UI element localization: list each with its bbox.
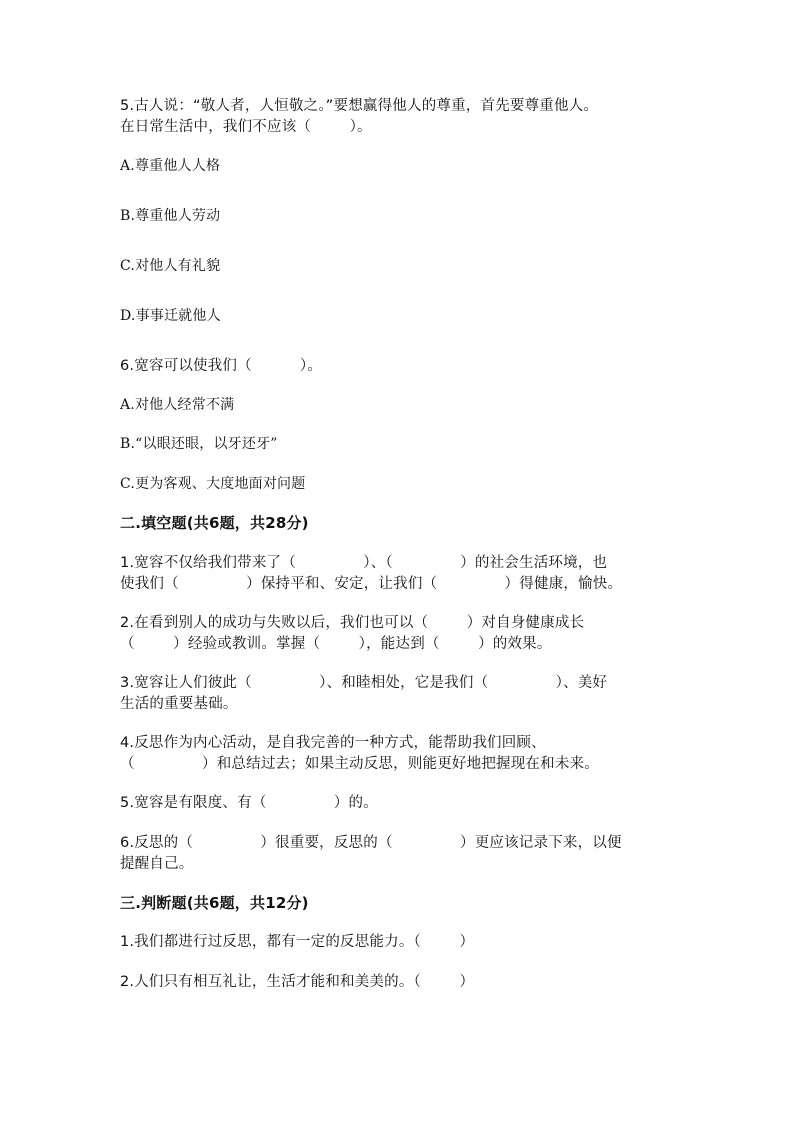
q5-option-b: B.尊重他人劳动: [120, 208, 221, 224]
fill-q1-line1: 1.宽容不仅给我们带来了（ ）、（ ）的社会生活环境，也: [120, 555, 608, 571]
section3-heading: 三.判断题(共6题，共12分): [120, 894, 309, 912]
q5-stem-line1: 5.古人说：“敬人者，人恒敬之。”要想赢得他人的尊重，首先要尊重他人。: [120, 98, 599, 114]
fill-q6-line2: 提醒自己。: [120, 856, 194, 872]
fill-q3-line2: 生活的重要基础。: [120, 696, 238, 712]
q5-option-c: C.对他人有礼貌: [120, 258, 221, 274]
fill-q3-line1: 3.宽容让人们彼此（ ）、和睦相处，它是我们（ ）、美好: [120, 675, 608, 691]
fill-q6-line1: 6.反思的（ ）很重要，反思的（ ）更应该记录下来，以便: [120, 835, 622, 851]
q6-option-a: A.对他人经常不满: [120, 397, 235, 413]
q5-stem-line2: 在日常生活中，我们不应该（ ）。: [120, 119, 372, 135]
fill-q4-line2: （ ）和总结过去；如果主动反思，则能更好地把握现在和未来。: [120, 756, 599, 772]
fill-q1-line2: 使我们（ ）保持平和、安定，让我们（ ）得健康，愉快。: [120, 576, 623, 592]
q6-option-c: C.更为客观、大度地面对问题: [120, 476, 306, 492]
q5-option-d: D.事事迁就他人: [120, 308, 221, 324]
section2-heading: 二.填空题(共6题，共28分): [120, 514, 309, 532]
fill-q5: 5.宽容是有限度、有（ ）的。: [120, 795, 378, 811]
fill-q4-line1: 4.反思作为内心活动，是自我完善的一种方式，能帮助我们回顾、: [120, 735, 546, 751]
fill-q2-line1: 2.在看到别人的成功与失败以后，我们也可以（ ）对自身健康成长: [120, 615, 585, 631]
fill-q2-line2: （ ）经验或教训。掌握（ ），能达到（ ）的效果。: [120, 636, 552, 652]
q6-option-b: B.“以眼还眼，以牙还牙”: [120, 436, 278, 452]
judge-q1: 1.我们都进行过反思，都有一定的反思能力。（ ）: [120, 934, 475, 950]
q6-stem: 6.宽容可以使我们（ ）。: [120, 358, 323, 374]
judge-q2: 2.人们只有相互礼让，生活才能和和美美的。（ ）: [120, 974, 475, 990]
q5-option-a: A.尊重他人人格: [120, 158, 221, 174]
